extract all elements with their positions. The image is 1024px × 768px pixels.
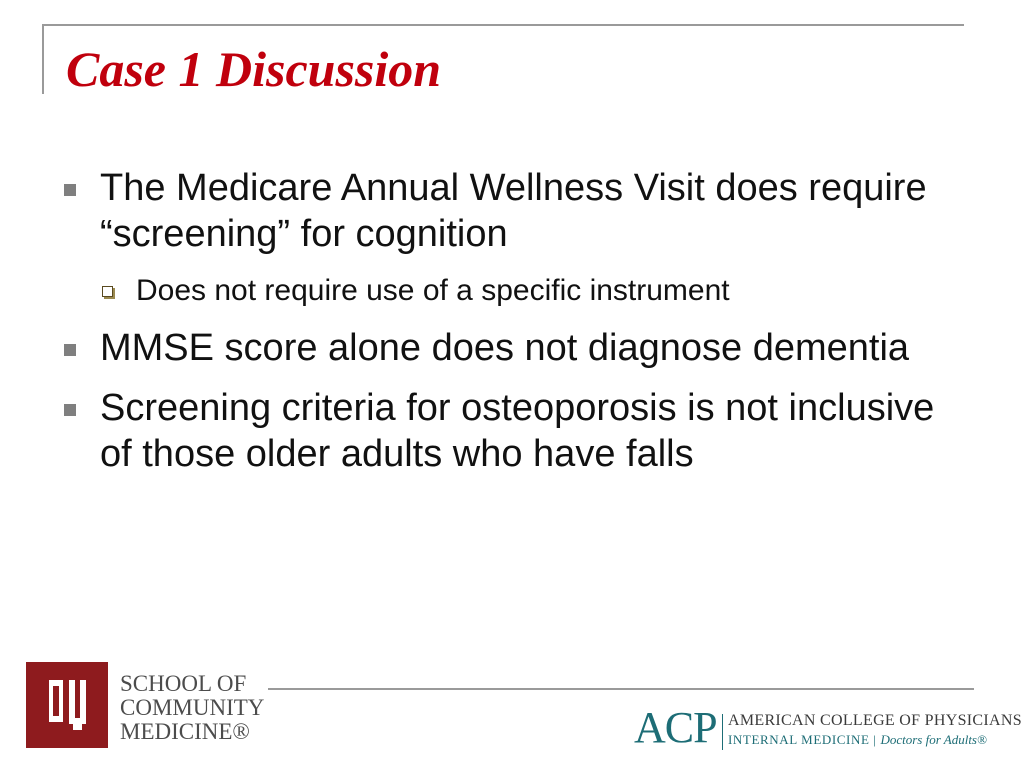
bullet-text: Screening criteria for osteoporosis is not inclusive of those older adults who have falls: [100, 387, 935, 475]
bullet-item: [62, 325, 962, 371]
square-bullet-icon: [64, 184, 76, 196]
bullet-list: [62, 165, 962, 491]
square-bullet-icon: [64, 344, 76, 356]
acp-organization-name: AMERICAN COLLEGE OF PHYSICIANS: [728, 712, 1022, 729]
acp-separator: |: [873, 732, 877, 747]
left-frame-line: [42, 24, 44, 94]
bullet-item: [62, 385, 962, 477]
top-frame-line: [42, 24, 964, 26]
bullet-text: MMSE score alone does not diagnose dementia: [100, 327, 910, 369]
square-bullet-icon: [64, 404, 76, 416]
acp-subtitle: INTERNAL MEDICINE: [728, 732, 870, 747]
school-line-1: SCHOOL OF: [120, 671, 247, 696]
acp-slogan: Doctors for Adults®: [880, 732, 987, 747]
slide-title: Case 1 Discussion: [66, 41, 442, 97]
bullet-text: The Medicare Annual Wellness Visit does require “screening” for cognition: [100, 167, 927, 255]
sub-bullet-item: [98, 271, 962, 311]
bullet-item: [62, 165, 962, 257]
school-of-community-medicine-logo: [108, 662, 268, 748]
ou-monogram-icon: [26, 662, 108, 748]
school-line-3: MEDICINE®: [120, 719, 250, 744]
ou-logo: [26, 662, 108, 748]
acp-divider: [722, 714, 723, 750]
sub-bullet-text: Does not require use of a specific instrument: [136, 274, 730, 307]
checkbox-bullet-icon: [102, 286, 113, 297]
footer-rule: [268, 688, 974, 690]
school-line-2: COMMUNITY: [120, 695, 265, 720]
acp-logo-mark: ACP: [634, 703, 717, 752]
acp-tagline: [728, 732, 987, 748]
